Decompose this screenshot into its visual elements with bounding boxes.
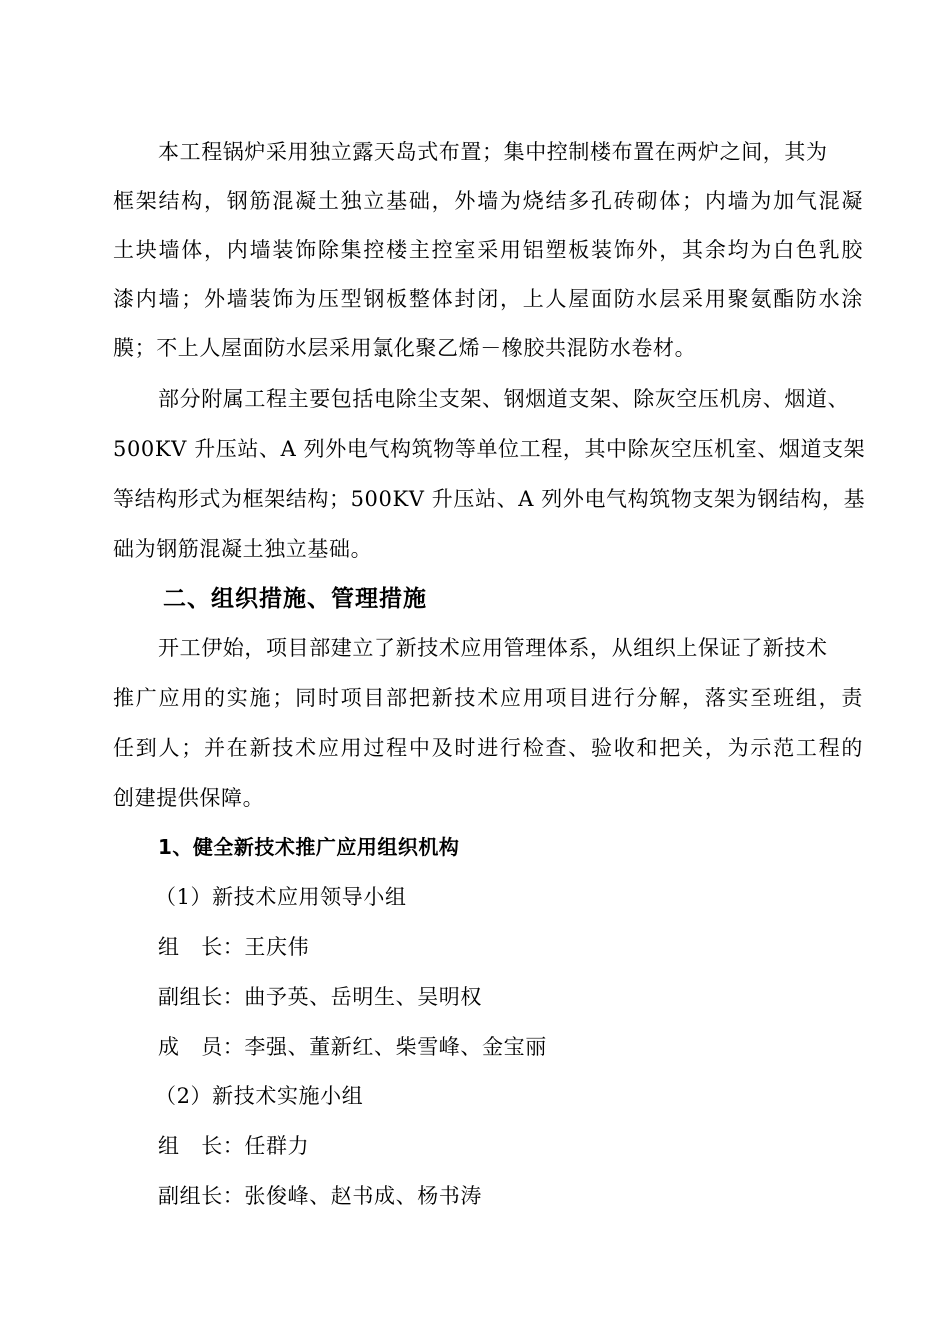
paragraph-1-line-2: 框架结构，钢筋混凝土独立基础，外墙为烧结多孔砖砌体；内墙为加气混凝 bbox=[113, 189, 863, 213]
paragraph-1-line-3: 土块墙体，内墙装饰除集控楼主控室采用铝塑板装饰外，其余均为白色乳胶 bbox=[113, 238, 863, 262]
paragraph-1-line-5: 膜；不上人屋面防水层采用氯化聚乙烯－橡胶共混防水卷材。 bbox=[113, 336, 697, 360]
group-1-leader: 组 长：王庆伟 bbox=[158, 935, 310, 959]
paragraph-2-line-3: 等结构形式为框架结构；500KV 升压站、A 列外电气构筑物支架为钢结构，基 bbox=[113, 487, 866, 511]
paragraph-1-line-4: 漆内墙；外墙装饰为压型钢板整体封闭，上人屋面防水层采用聚氨酯防水涂 bbox=[113, 287, 863, 311]
subsection-heading: 1、健全新技术推广应用组织机构 bbox=[158, 835, 460, 859]
group-2-title: （2）新技术实施小组 bbox=[155, 1084, 364, 1108]
paragraph-2-line-2: 500KV 升压站、A 列外电气构筑物等单位工程，其中除灰空压机室、烟道支架 bbox=[113, 437, 866, 461]
paragraph-2-line-4: 础为钢筋混凝土独立基础。 bbox=[113, 537, 373, 561]
paragraph-1-line-1: 本工程锅炉采用独立露天岛式布置；集中控制楼布置在两炉之间，其为 bbox=[158, 140, 828, 164]
paragraph-3-line-2: 推广应用的实施；同时项目部把新技术应用项目进行分解，落实至班组，责 bbox=[113, 686, 863, 710]
paragraph-3-line-1: 开工伊始，项目部建立了新技术应用管理体系，从组织上保证了新技术 bbox=[158, 636, 828, 660]
paragraph-2-line-1: 部分附属工程主要包括电除尘支架、钢烟道支架、除灰空压机房、烟道、 bbox=[158, 387, 850, 411]
group-2-leader: 组 长：任群力 bbox=[158, 1134, 310, 1158]
group-1-deputy: 副组长：曲予英、岳明生、吴明权 bbox=[158, 985, 482, 1009]
section-heading: 二、组织措施、管理措施 bbox=[163, 586, 427, 612]
group-1-members: 成 员：李强、董新红、柴雪峰、金宝丽 bbox=[158, 1035, 547, 1059]
paragraph-3-line-3: 任到人；并在新技术应用过程中及时进行检查、验收和把关，为示范工程的 bbox=[113, 736, 863, 760]
group-2-deputy: 副组长：张俊峰、赵书成、杨书涛 bbox=[158, 1184, 482, 1208]
paragraph-3-line-4: 创建提供保障。 bbox=[113, 786, 265, 810]
group-1-title: （1）新技术应用领导小组 bbox=[155, 885, 407, 909]
